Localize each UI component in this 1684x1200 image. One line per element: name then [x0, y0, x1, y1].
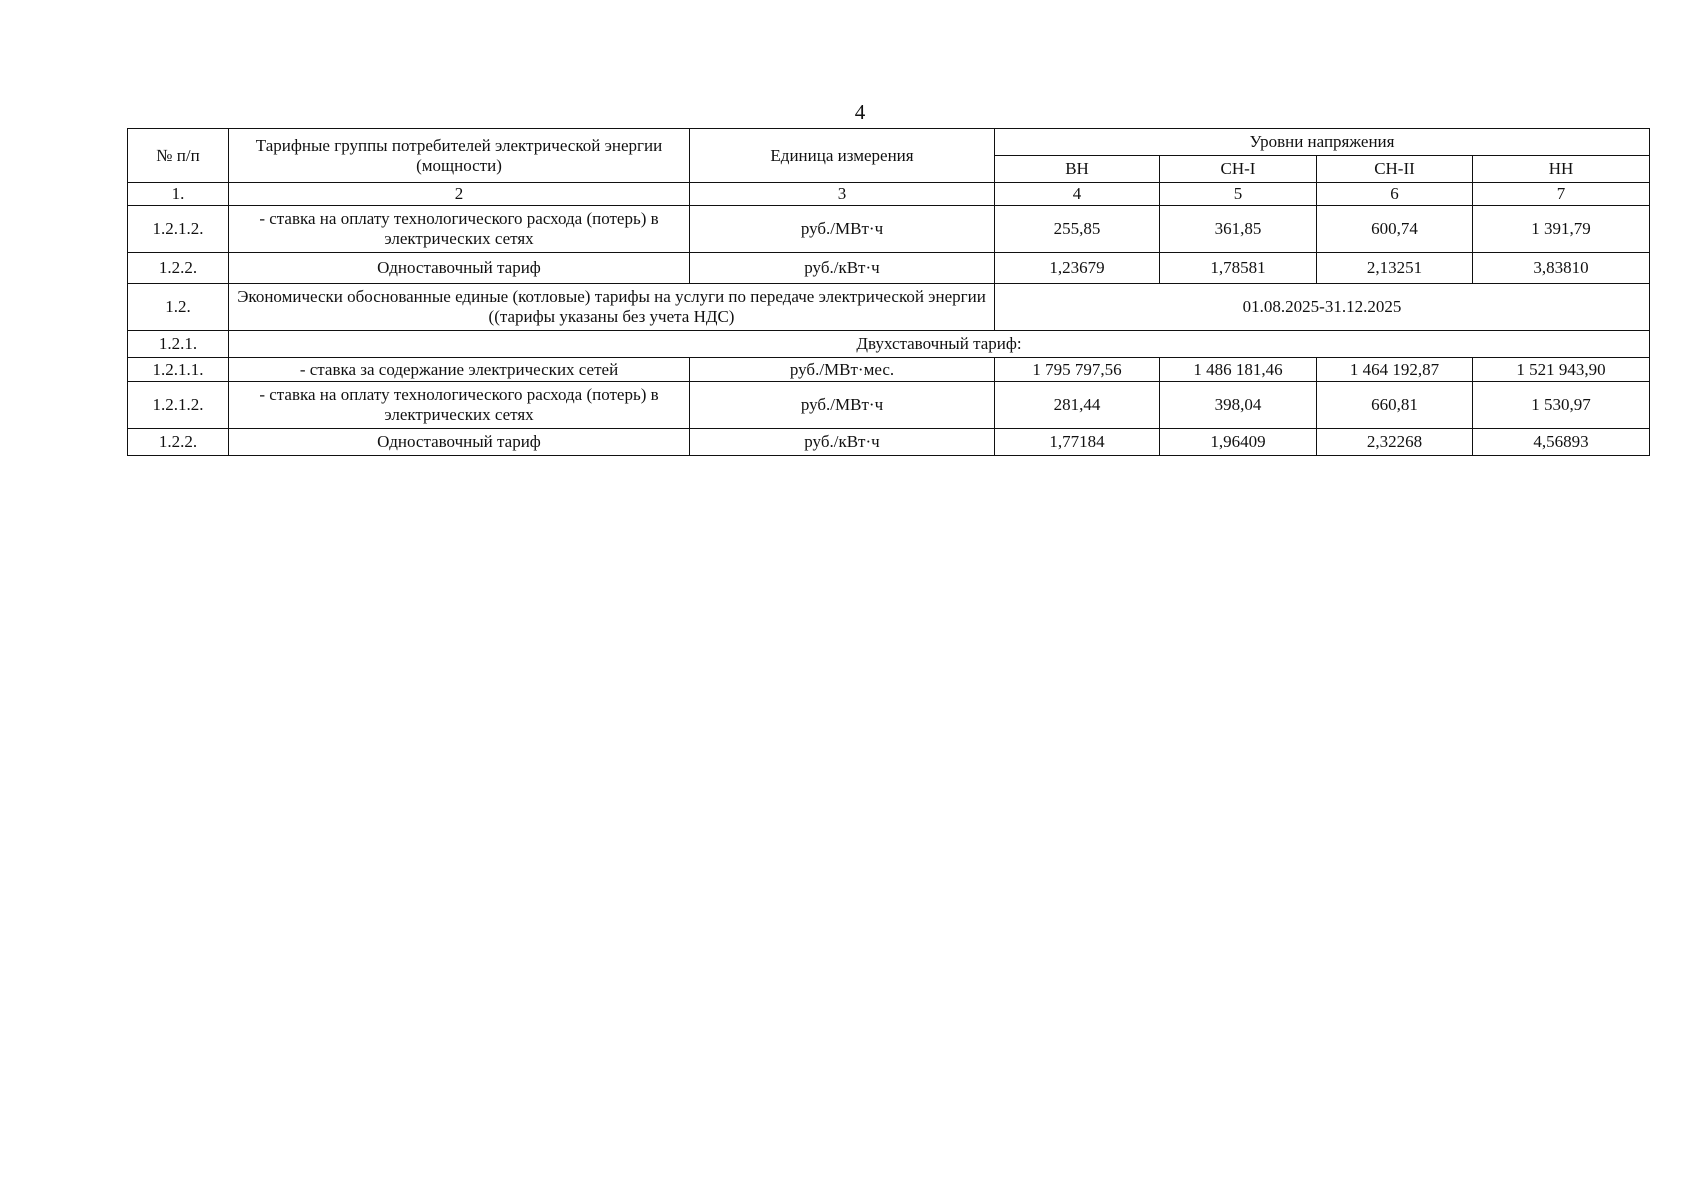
- row-name: - ставка на оплату технологического расхода (потерь) в электрических сетях: [229, 382, 690, 429]
- header-level-sn2: СН-II: [1317, 156, 1473, 183]
- header-level-nn: НН: [1473, 156, 1650, 183]
- column-number: 4: [995, 183, 1160, 206]
- table-row: [128, 429, 1650, 456]
- tariff-table: [127, 128, 1650, 456]
- header-level-sn1: СН-I: [1160, 156, 1317, 183]
- value-sn1: 1 486 181,46: [1160, 358, 1317, 382]
- row-number: 1.2.1.2.: [128, 206, 229, 253]
- value-vn: 255,85: [995, 206, 1160, 253]
- row-unit: руб./МВт·ч: [690, 206, 995, 253]
- row-name: - ставка за содержание электрических сетей: [229, 358, 690, 382]
- value-sn2: 2,13251: [1317, 253, 1473, 284]
- value-vn: 1,77184: [995, 429, 1160, 456]
- table-row: [128, 358, 1650, 382]
- value-sn2: 2,32268: [1317, 429, 1473, 456]
- row-number: 1.2.1.2.: [128, 382, 229, 429]
- column-number: 6: [1317, 183, 1473, 206]
- table-row: [128, 331, 1650, 358]
- column-numbers-row: [128, 183, 1650, 206]
- value-sn2: 1 464 192,87: [1317, 358, 1473, 382]
- row-unit: руб./МВт·мес.: [690, 358, 995, 382]
- row-number: 1.2.: [128, 284, 229, 331]
- value-nn: 3,83810: [1473, 253, 1650, 284]
- value-vn: 1 795 797,56: [995, 358, 1160, 382]
- column-number: 1.: [128, 183, 229, 206]
- value-sn2: 660,81: [1317, 382, 1473, 429]
- value-nn: 4,56893: [1473, 429, 1650, 456]
- row-number: 1.2.1.: [128, 331, 229, 358]
- value-nn: 1 391,79: [1473, 206, 1650, 253]
- header-unit: Единица измерения: [690, 129, 995, 183]
- row-name: Одноставочный тариф: [229, 253, 690, 284]
- table-row: [128, 284, 1650, 331]
- value-vn: 1,23679: [995, 253, 1160, 284]
- row-name: Одноставочный тариф: [229, 429, 690, 456]
- column-number: 5: [1160, 183, 1317, 206]
- value-sn1: 398,04: [1160, 382, 1317, 429]
- header-level-vn: ВН: [995, 156, 1160, 183]
- row-number: 1.2.2.: [128, 253, 229, 284]
- row-unit: руб./кВт·ч: [690, 253, 995, 284]
- value-sn2: 600,74: [1317, 206, 1473, 253]
- row-period: 01.08.2025-31.12.2025: [995, 284, 1650, 331]
- table-row: [128, 382, 1650, 429]
- column-number: 3: [690, 183, 995, 206]
- value-sn1: 361,85: [1160, 206, 1317, 253]
- row-unit: руб./кВт·ч: [690, 429, 995, 456]
- row-name: Двухставочный тариф:: [229, 331, 1650, 358]
- value-vn: 281,44: [995, 382, 1160, 429]
- value-sn1: 1,78581: [1160, 253, 1317, 284]
- value-nn: 1 521 943,90: [1473, 358, 1650, 382]
- row-number: 1.2.2.: [128, 429, 229, 456]
- page-number: 4: [854, 100, 866, 124]
- value-nn: 1 530,97: [1473, 382, 1650, 429]
- header-row-top: [128, 129, 1650, 156]
- row-name: - ставка на оплату технологического расхода (потерь) в электрических сетях: [229, 206, 690, 253]
- column-number: 7: [1473, 183, 1650, 206]
- header-groups: Тарифные группы потребителей электрической энергии (мощности): [229, 129, 690, 183]
- row-number: 1.2.1.1.: [128, 358, 229, 382]
- table-row: [128, 253, 1650, 284]
- row-unit: руб./МВт·ч: [690, 382, 995, 429]
- value-sn1: 1,96409: [1160, 429, 1317, 456]
- column-number: 2: [229, 183, 690, 206]
- row-name: Экономически обоснованные единые (котловые) тарифы на услуги по передаче электрической энергии ((тарифы указаны без учета НДС): [229, 284, 995, 331]
- header-voltage-levels: Уровни напряжения: [995, 129, 1650, 156]
- header-no: № п/п: [128, 129, 229, 183]
- table-row: [128, 206, 1650, 253]
